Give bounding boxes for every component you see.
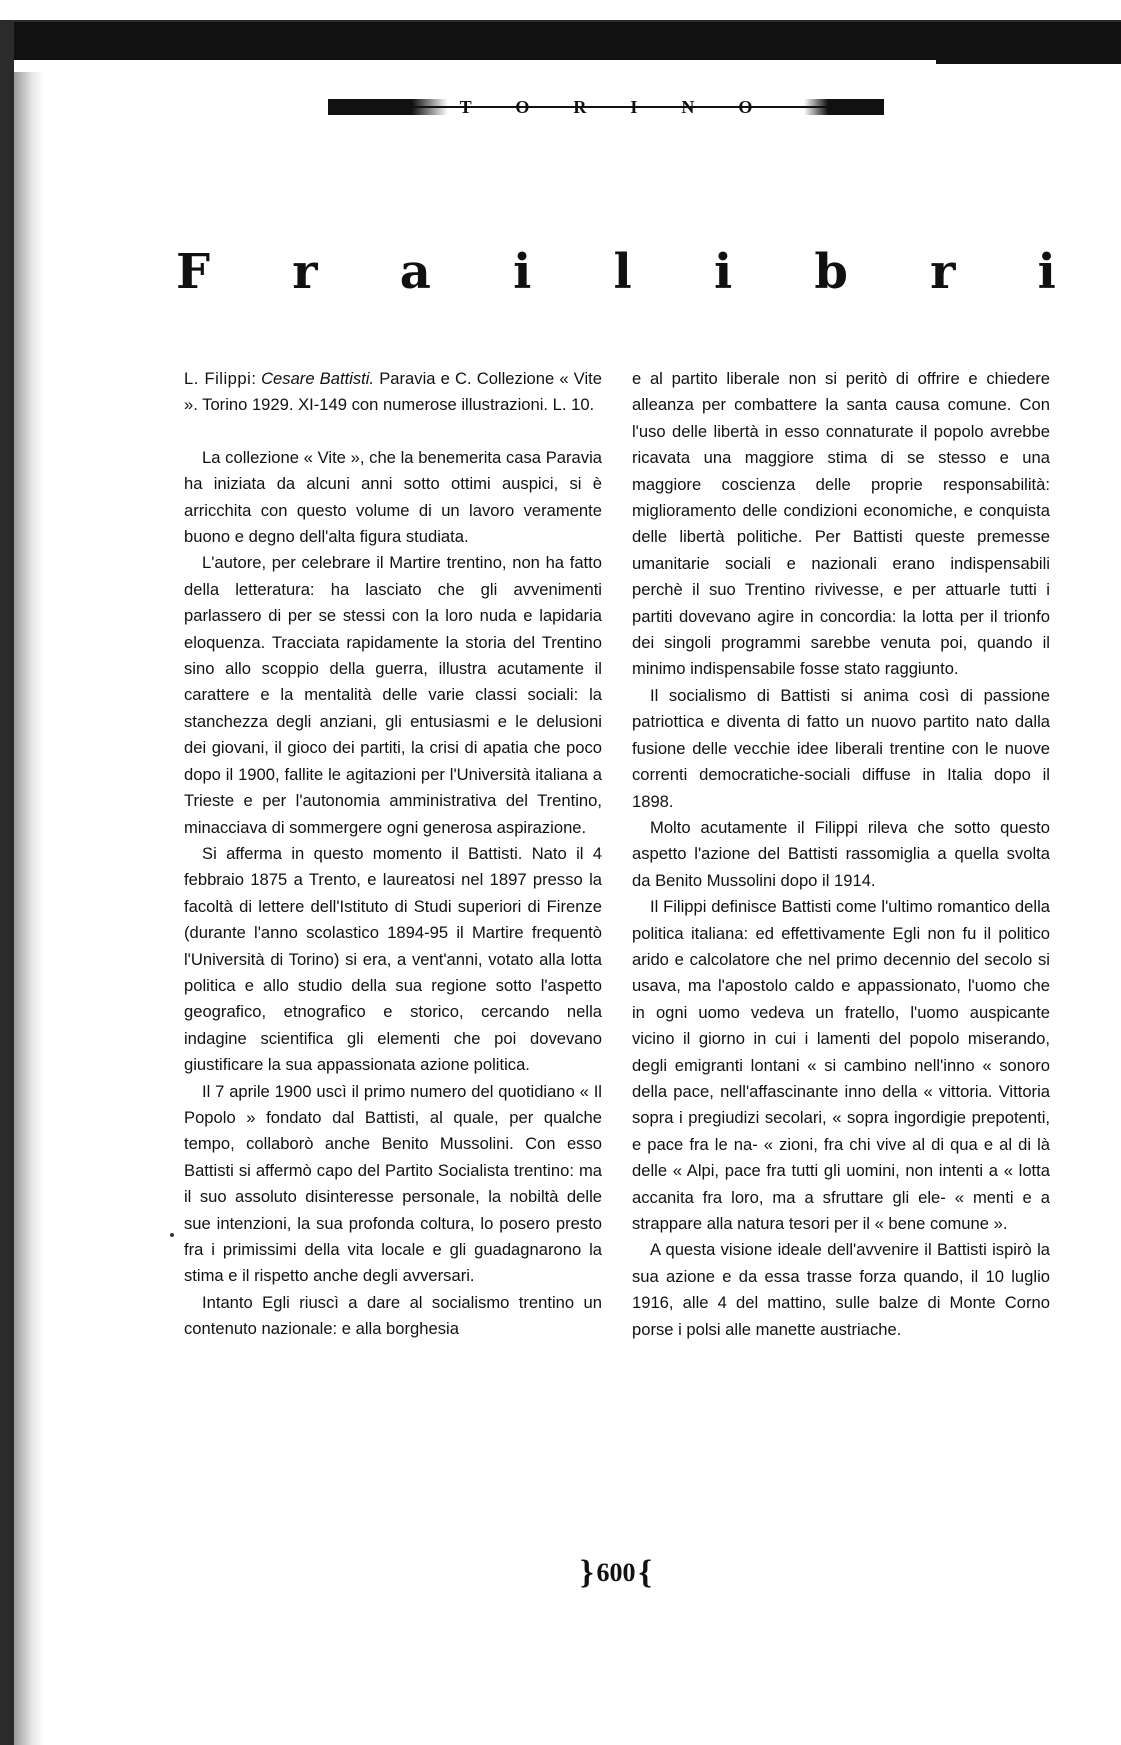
heading-letter: b: [814, 244, 848, 300]
page-number-text: 600: [596, 1558, 636, 1587]
top-margin: [0, 0, 1121, 20]
left-column: [184, 366, 602, 1343]
book-citation: L. Filippi: Cesare Battisti. Paravia e C. Collezione « Vite ». Torino 1929. XI-149 con numerose illustrazioni. L. 10.: [184, 369, 602, 415]
header-ornament-right: [804, 99, 884, 115]
heading-letter: l: [613, 244, 632, 300]
ornament-right-icon: {: [638, 1554, 652, 1591]
paragraph: Intanto Egli riuscì a dare al socialismo trentino un contenuto nazionale: e alla borghesia: [184, 1292, 602, 1339]
paragraph: L'autore, per celebrare il Martire trentino, non ha fatto della letteratura: ha lasciato che gli avvenimenti parlassero di per se stessi con la loro nuda e lapidaria eloquenza. Tracciata rapidamente la storia del Trentino sino allo scoppio della guerra, illustra acutamente il carattere e la mentalità delle varie classi sociali: la stanchezza degli anziani, gli entusiasmi e le delusioni dei giovani, il gioco dei partiti, la crisi di apatia che poco dopo il 1900, fallite le agitazioni per l'Università italiana a Trieste e per l'autonomia amministrativa del Trentino, minacciava di sommergere ogni generosa aspirazione.: [184, 553, 602, 837]
paragraph: Molto acutamente il Filippi rileva che sotto questo aspetto l'azione del Battisti rassomiglia a quella svolta da Benito Mussolini dopo il 1914.: [632, 817, 1050, 890]
heading-letter: i: [1037, 244, 1056, 300]
paragraph: Il 7 aprile 1900 uscì il primo numero del quotidiano « Il Popolo » fondato dal Battisti, al quale, per qualche tempo, collaborò anche Benito Mussolini. Con esso Battisti si affermò capo del Partito Socialista trentino: ma il suo assoluto disinteresse personale, la nobiltà delle sue intenzioni, la sua profonda coltura, lo posero presto fra i primissimi della vita locale e gli guadagnarono la stima e il rispetto anche degli avversari.: [184, 1081, 602, 1286]
running-title: TORINO: [459, 96, 797, 117]
paragraph: Il Filippi definisce Battisti come l'ultimo romantico della politica italiana: ed effettivamente Egli non fu il politico arido e calcolatore che nel primo decennio del secolo si usava, ma l'apostolo caldo e appassionato, l'uomo che in ogni uomo vedeva un fratello, l'uomo auspicante vicino il giorno in cui i lamenti del popolo miserando, degli emigranti lontani « si cambino nell'inno « sonoro della pace, nell'affascinante inno della « vittoria. Vittoria sopra i pregiudizi secolari, « sopra ingordigie prepotenti, e pace fra le na- « zioni, fra chi vive al di qua e al di là delle « Alpi, pace fra tutti gli uomini, non intenti a « lotta accanita fra loro, ma a sfruttare gli ele- « menti e a strappare alla natura tesori per il « bene comune ».: [632, 897, 1050, 1233]
heading-letter: i: [513, 244, 532, 300]
citation-title: Cesare Battisti.: [261, 369, 375, 388]
ornament-left-icon: }: [580, 1554, 594, 1591]
paragraph: A questa visione ideale dell'avvenire il Battisti ispirò la sua azione e da essa trasse forza quando, il 10 luglio 1916, alle 4 del mattino, sulle balze di Monte Corno porse i polsi alle manette austriache.: [632, 1240, 1050, 1339]
page-number: [556, 1553, 676, 1593]
citation-details: Paravia e C. Collezione « Vite ». Torino 1929. XI-149 con numerose illustrazioni. L. 10.: [184, 369, 602, 415]
right-column: [632, 366, 1050, 1343]
citation-author: L. Filippi: [184, 369, 252, 388]
paragraph: La collezione « Vite », che la benemerita casa Paravia ha iniziata da alcuni anni sotto ottimi auspici, si è arricchita con questo volume di un lavoro veramente buono e degno dell'alta figura studiata.: [184, 447, 602, 547]
paragraph: Il socialismo di Battisti si anima così di passione patriottica e diventa di fatto un nuovo partito nato dalla fusione delle vecchie idee liberali trentine con le nuove correnti democratiche-sociali diffuse in Italia dopo il 1898.: [632, 685, 1050, 811]
paragraph: e al partito liberale non si peritò di offrire e chiedere alleanza per combattere la santa causa comune. Con l'uso delle libertà in esso connaturate il popolo avrebbe ricavata una maggiore stima di se stesso e una maggiore coscienza delle proprie responsabilità: miglioramento delle condizioni economiche, e conquista delle libertà politiche. Per Battisti queste premesse umanitarie sociali e nazionali erano indispensabili perchè il suo Trentino rivivesse, e per attuarle tutti i partiti dovevano agire in concordia: la lotta per il trionfo dei singoli programmi sarebbe venuta poi, quando il minimo indispensabile fosse stato raggiunto.: [632, 369, 1050, 679]
page-edge-shadow: [14, 22, 44, 1745]
paragraph: Si afferma in questo momento il Battisti. Nato il 4 febbraio 1875 a Trento, e laureatosi nel 1897 presso la facoltà di lettere dell'Istituto di Studi superiori di Firenze (durante l'anno scolastico 1894-95 il Martire frequentò l'Università di Torino) si era, a vent'anni, votato alla lotta politica e allo studio della sua regione sotto l'aspetto geografico, etnografico e storico, cercando nella indagine scientifica gli elementi che poi dovevano giustificare la sua appassionata azione politica.: [184, 843, 602, 1075]
heading-letter: r: [292, 244, 318, 300]
heading-letter: i: [713, 244, 733, 300]
heading-letter: a: [399, 244, 431, 300]
margin-dot: [170, 1233, 174, 1237]
heading-letter: r: [930, 244, 956, 300]
section-heading: [176, 232, 1056, 312]
heading-letter: F: [176, 244, 211, 300]
page-top-rule: [936, 58, 1121, 64]
running-header: [328, 94, 884, 120]
page-top-shadow: [14, 22, 1121, 72]
